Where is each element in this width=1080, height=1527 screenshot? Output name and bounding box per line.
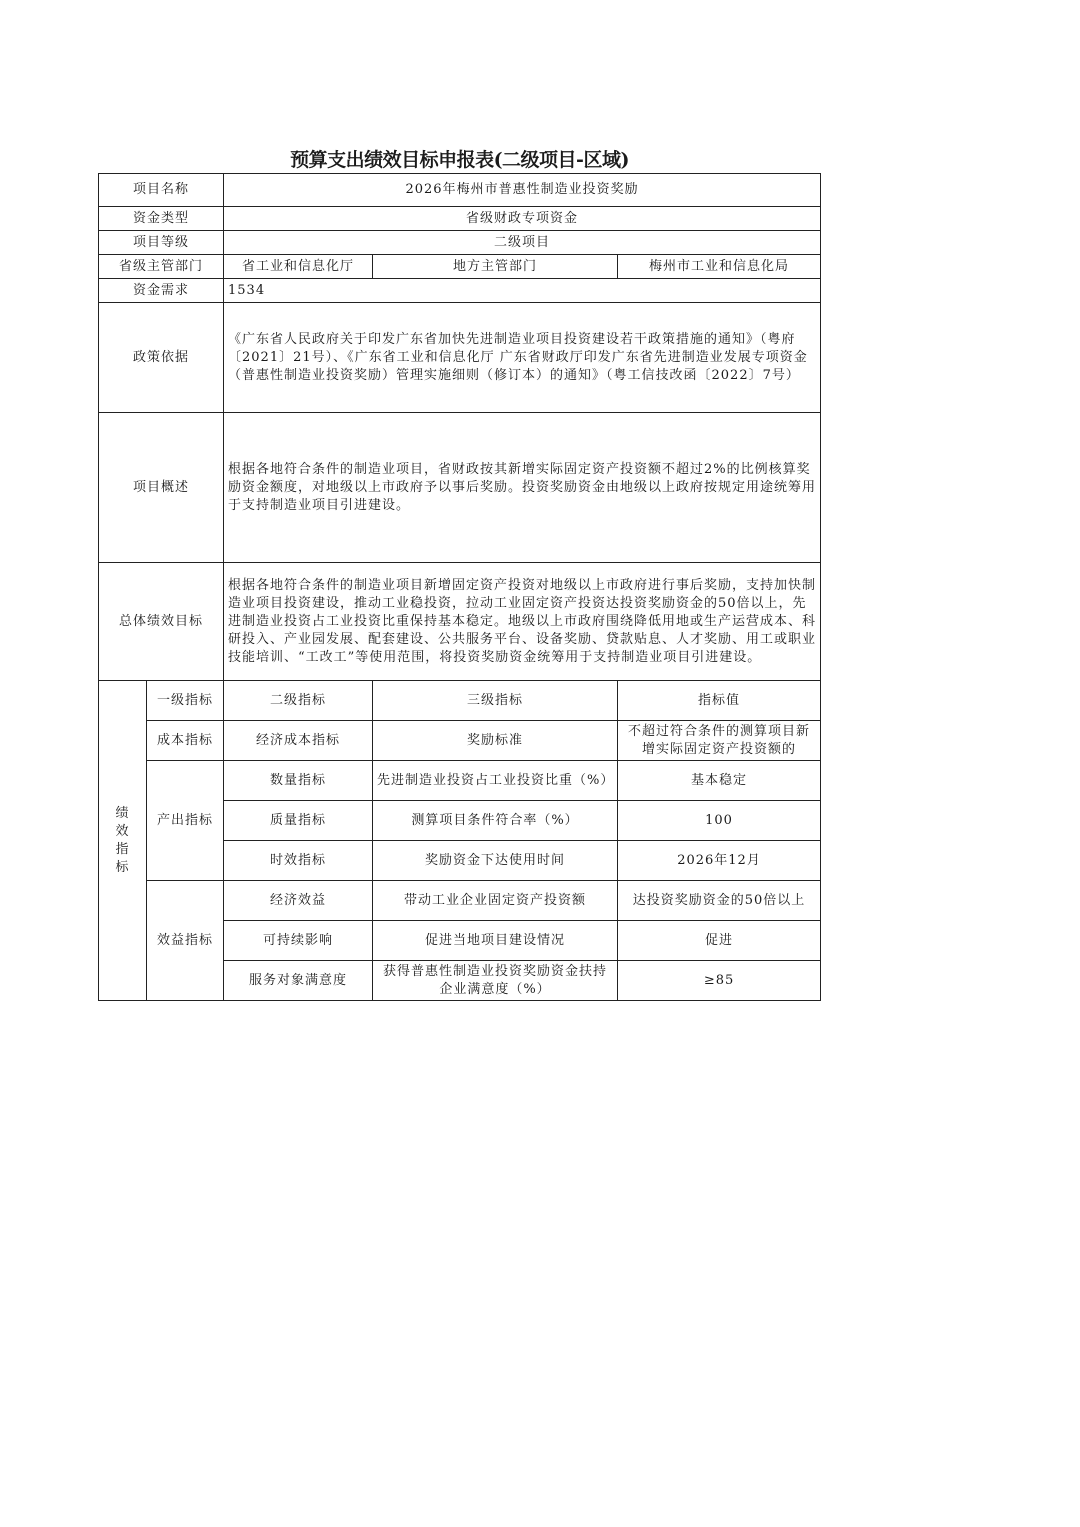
- level2-cell: 质量指标: [224, 801, 373, 841]
- level1-cost: 成本指标: [147, 721, 224, 761]
- project-name-label: 项目名称: [99, 174, 224, 207]
- project-name-value: 2026年梅州市普惠性制造业投资奖励: [224, 174, 821, 207]
- indicator-row: [99, 721, 821, 761]
- level1-benefit: 效益指标: [147, 881, 224, 1001]
- value-cell: 基本稳定: [618, 761, 821, 801]
- row-departments: [99, 255, 821, 279]
- level2-cell: 可持续影响: [224, 921, 373, 961]
- overall-goal-text: 根据各地符合条件的制造业项目新增固定资产投资对地级以上市政府进行事后奖励，支持加快制造业项目投资建设，推动工业稳投资，拉动工业固定资产投资达投资奖励资金的50倍以上，先进制造业投资占工业投资比重保持基本稳定。地级以上市政府围绕降低用地或生产运营成本、科研投入、产业园发展、配套建设、公共服务平台、设备奖励、贷款贴息、人才奖励、用工或职业技能培训、“工改工”等使用范围，将投资奖励资金统筹用于支持制造业项目引进建设。: [224, 563, 821, 681]
- header-value: 指标值: [618, 681, 821, 721]
- header-level1: 一级指标: [147, 681, 224, 721]
- provincial-dept-label: 省级主管部门: [99, 255, 224, 279]
- row-policy-basis: [99, 303, 821, 413]
- project-overview-text: 根据各地符合条件的制造业项目，省财政按其新增实际固定资产投资额不超过2%的比例核算奖励资金额度，对地级以上市政府予以事后奖励。投资奖励资金由地级以上政府按规定用途统筹用于支持制造业项目引进建设。: [224, 413, 821, 563]
- value-cell: 达投资奖励资金的50倍以上: [618, 881, 821, 921]
- level3-cell: 带动工业企业固定资产投资额: [373, 881, 618, 921]
- project-level-label: 项目等级: [99, 231, 224, 255]
- row-fund-demand: [99, 279, 821, 303]
- level3-cell: 获得普惠性制造业投资奖励资金扶持企业满意度（%）: [373, 961, 618, 1001]
- policy-basis-label: 政策依据: [99, 303, 224, 413]
- header-level2: 二级指标: [224, 681, 373, 721]
- row-fund-type: [99, 207, 821, 231]
- fund-type-label: 资金类型: [99, 207, 224, 231]
- provincial-dept-value: 省工业和信息化厅: [224, 255, 373, 279]
- row-project-level: [99, 231, 821, 255]
- level3-cell: 测算项目条件符合率（%）: [373, 801, 618, 841]
- row-project-name: [99, 174, 821, 207]
- policy-basis-text: 《广东省人民政府关于印发广东省加快先进制造业项目投资建设若干政策措施的通知》（粤府〔2021〕21号）、《广东省工业和信息化厅 广东省财政厅印发广东省先进制造业发展专项资金（普惠性制造业投资奖励）管理实施细则（修订本）的通知》（粤工信技改函〔2022〕7号）: [224, 303, 821, 413]
- local-dept-label: 地方主管部门: [373, 255, 618, 279]
- fund-demand-label: 资金需求: [99, 279, 224, 303]
- overall-goal-label: 总体绩效目标: [99, 563, 224, 681]
- level3-cell: 促进当地项目建设情况: [373, 921, 618, 961]
- value-cell: 不超过符合条件的测算项目新增实际固定资产投资额的: [618, 721, 821, 761]
- performance-target-form: [98, 173, 821, 1001]
- level2-cell: 经济成本指标: [224, 721, 373, 761]
- level2-cell: 数量指标: [224, 761, 373, 801]
- header-level3: 三级指标: [373, 681, 618, 721]
- level3-cell: 先进制造业投资占工业投资比重（%）: [373, 761, 618, 801]
- project-level-value: 二级项目: [224, 231, 821, 255]
- document-title: 预算支出绩效目标申报表(二级项目-区域): [290, 149, 629, 171]
- indicator-row: [99, 881, 821, 921]
- fund-demand-value: 1534: [224, 279, 821, 303]
- level2-cell: 经济效益: [224, 881, 373, 921]
- level2-cell: 服务对象满意度: [224, 961, 373, 1001]
- level1-output: 产出指标: [147, 761, 224, 881]
- level2-cell: 时效指标: [224, 841, 373, 881]
- value-cell: 2026年12月: [618, 841, 821, 881]
- indicator-header-row: [99, 681, 821, 721]
- fund-type-value: 省级财政专项资金: [224, 207, 821, 231]
- indicator-row: [99, 761, 821, 801]
- level3-cell: 奖励资金下达使用时间: [373, 841, 618, 881]
- project-overview-label: 项目概述: [99, 413, 224, 563]
- row-project-overview: [99, 413, 821, 563]
- local-dept-value: 梅州市工业和信息化局: [618, 255, 821, 279]
- value-cell: ≥85: [618, 961, 821, 1001]
- value-cell: 100: [618, 801, 821, 841]
- row-overall-goal: [99, 563, 821, 681]
- level3-cell: 奖励标准: [373, 721, 618, 761]
- performance-indicators-section-label: 绩 效 指 标: [99, 681, 147, 1001]
- value-cell: 促进: [618, 921, 821, 961]
